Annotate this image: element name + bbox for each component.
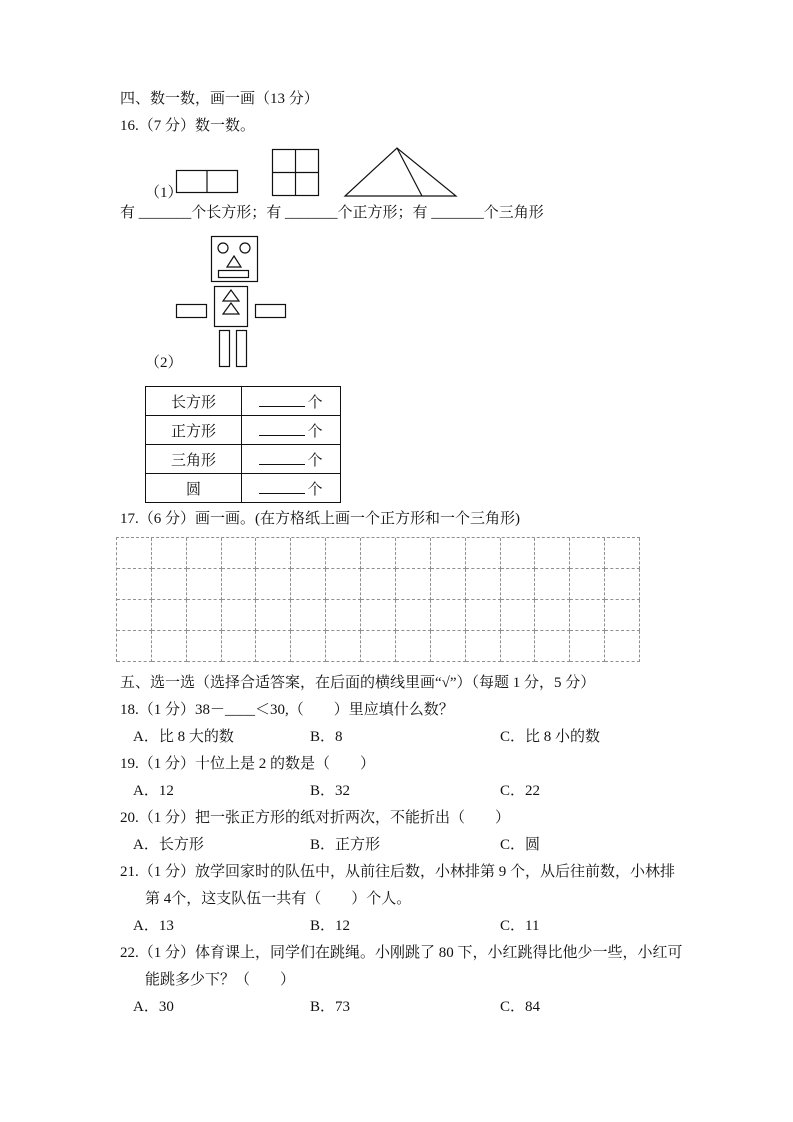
grid-cell bbox=[152, 600, 187, 631]
option-c: C．比 8 小的数 bbox=[500, 729, 601, 745]
grid-cell bbox=[605, 631, 640, 662]
answer-blank bbox=[259, 479, 305, 494]
q21-options bbox=[120, 913, 683, 940]
answer-blank bbox=[259, 450, 305, 465]
grid-cell bbox=[466, 538, 501, 569]
grid-cell bbox=[570, 569, 605, 600]
table-row bbox=[146, 445, 341, 474]
grid-cell bbox=[152, 569, 187, 600]
grid-cell bbox=[222, 631, 257, 662]
option-b: B．32 bbox=[310, 783, 351, 799]
grid-cell bbox=[396, 600, 431, 631]
grid-cell bbox=[256, 569, 291, 600]
q16-part2-label: （2） bbox=[145, 355, 183, 371]
nose-triangle bbox=[227, 256, 241, 267]
grid-cell bbox=[535, 538, 570, 569]
right-arm-rectangle bbox=[256, 305, 286, 318]
grid-cell bbox=[396, 569, 431, 600]
q20-options bbox=[120, 832, 683, 859]
body-triangle-top bbox=[223, 290, 239, 301]
grid-cell bbox=[222, 538, 257, 569]
grid-cell bbox=[431, 538, 466, 569]
grid-cell bbox=[326, 569, 361, 600]
table-row bbox=[146, 387, 341, 416]
grid-cell bbox=[361, 631, 396, 662]
q17-drawing-grid bbox=[116, 537, 640, 662]
body-triangle-bottom bbox=[223, 303, 239, 314]
grid-cell bbox=[501, 569, 536, 600]
grid-cell bbox=[187, 538, 222, 569]
robot-legs bbox=[220, 331, 247, 367]
option-a: A．长方形 bbox=[133, 837, 204, 853]
count-cell bbox=[242, 445, 341, 474]
table-row bbox=[146, 474, 341, 503]
answer-blank bbox=[259, 392, 305, 407]
grid-cell bbox=[222, 600, 257, 631]
count-cell bbox=[242, 387, 341, 416]
answer-blank bbox=[259, 421, 305, 436]
option-c: C．84 bbox=[500, 999, 541, 1015]
q20-stem: 20.（1 分）把一张正方形的纸对折两次，不能折出（ ） bbox=[120, 810, 511, 826]
option-c: C．11 bbox=[500, 918, 540, 934]
q18-options bbox=[120, 724, 683, 751]
grid-cell bbox=[605, 538, 640, 569]
option-c: C．22 bbox=[500, 783, 541, 799]
divided-triangle-figure bbox=[345, 148, 456, 196]
grid-cell bbox=[501, 538, 536, 569]
eye-circle-left bbox=[218, 243, 228, 253]
grid-cell bbox=[326, 538, 361, 569]
grid-cell bbox=[361, 538, 396, 569]
option-a: A．30 bbox=[133, 999, 174, 1015]
q16-robot-figure bbox=[120, 235, 683, 370]
option-b: B．73 bbox=[310, 999, 351, 1015]
option-b: B．12 bbox=[310, 918, 351, 934]
grid-cell bbox=[222, 569, 257, 600]
grid-cell bbox=[256, 538, 291, 569]
grid-cell bbox=[570, 538, 605, 569]
grid-cell bbox=[570, 631, 605, 662]
grid-cell bbox=[117, 631, 152, 662]
q16-count-table bbox=[145, 386, 341, 503]
grid-cell bbox=[361, 600, 396, 631]
q17-stem: 17.（6 分）画一画。(在方格纸上画一个正方形和一个三角形) bbox=[120, 511, 520, 527]
robot-head-square bbox=[212, 237, 258, 282]
shape-label: 三角形 bbox=[146, 445, 242, 474]
shape-label: 圆 bbox=[146, 474, 242, 503]
eye-circle-right bbox=[240, 243, 250, 253]
count-cell bbox=[242, 416, 341, 445]
grid-cell bbox=[152, 631, 187, 662]
shape-label: 正方形 bbox=[146, 416, 242, 445]
unit-label: 个 bbox=[307, 452, 323, 469]
grid-cell bbox=[326, 600, 361, 631]
grid-cell bbox=[291, 569, 326, 600]
left-leg-rectangle bbox=[220, 331, 230, 367]
count-cell bbox=[242, 474, 341, 503]
grid-cell bbox=[605, 569, 640, 600]
grid-cell bbox=[431, 631, 466, 662]
grid-cell bbox=[326, 631, 361, 662]
q16-stem: 16.（7 分）数一数。 bbox=[120, 118, 256, 134]
grid-cell bbox=[117, 569, 152, 600]
option-a: A．12 bbox=[133, 783, 174, 799]
table-row bbox=[146, 416, 341, 445]
grid-cell bbox=[152, 538, 187, 569]
counting-shapes-figure bbox=[175, 145, 465, 198]
option-c: C．圆 bbox=[500, 837, 541, 853]
grid-cell bbox=[535, 569, 570, 600]
grid-cell bbox=[431, 569, 466, 600]
grid-cell bbox=[466, 631, 501, 662]
option-b: B．正方形 bbox=[310, 837, 381, 853]
right-leg-rectangle bbox=[237, 331, 247, 367]
unit-label: 个 bbox=[307, 423, 323, 440]
q22-stem: 22.（1 分）体育课上，同学们在跳绳。小刚跳了 80 下，小红跳得比他少一些，小红可能跳多少下？（ ） bbox=[120, 945, 683, 988]
grid-cell bbox=[535, 600, 570, 631]
unit-label: 个 bbox=[307, 394, 323, 411]
grid-cell bbox=[535, 631, 570, 662]
grid-cell bbox=[256, 631, 291, 662]
shape-label: 长方形 bbox=[146, 387, 242, 416]
grid-cell bbox=[187, 631, 222, 662]
section4-heading: 四、数一数，画一画（13 分） bbox=[120, 91, 319, 107]
q16-fill-line: 有 _______个长方形；有 _______个正方形；有 _______个三角形 bbox=[120, 205, 544, 221]
grid-cell bbox=[291, 631, 326, 662]
grid-cell bbox=[117, 538, 152, 569]
option-a: A．13 bbox=[133, 918, 174, 934]
divided-rectangle-figure bbox=[177, 171, 238, 193]
grid-cell bbox=[187, 569, 222, 600]
mouth-rectangle bbox=[219, 271, 249, 278]
grid-cell bbox=[501, 600, 536, 631]
grid-cell bbox=[187, 600, 222, 631]
q18-stem: 18.（1 分）38－____＜30,（ ）里应填什么数？ bbox=[120, 702, 454, 718]
grid-cell bbox=[291, 538, 326, 569]
grid-cell bbox=[291, 600, 326, 631]
robot-shapes-figure bbox=[175, 235, 287, 368]
grid-cell bbox=[466, 600, 501, 631]
left-arm-rectangle bbox=[177, 305, 207, 318]
grid-cell bbox=[605, 600, 640, 631]
section5-heading: 五、选一选（选择合适答案，在后面的横线里画“√”）（每题 1 分，5 分） bbox=[120, 675, 596, 691]
grid-cell bbox=[501, 631, 536, 662]
robot-body-rectangle bbox=[215, 287, 248, 327]
grid-cell bbox=[431, 600, 466, 631]
divided-square-figure bbox=[273, 150, 319, 196]
grid-cell bbox=[256, 600, 291, 631]
robot-arms bbox=[177, 305, 286, 318]
option-b: B．8 bbox=[310, 729, 343, 745]
q22-options bbox=[120, 994, 683, 1021]
grid-cell bbox=[361, 569, 396, 600]
q16-part1-label: （1） bbox=[145, 185, 183, 201]
grid-cell bbox=[396, 631, 431, 662]
q19-stem: 19.（1 分）十位上是 2 的数是（ ） bbox=[120, 756, 376, 772]
q16-shapes-figure bbox=[120, 145, 683, 201]
q21-stem: 21.（1 分）放学回家时的队伍中，从前往后数，小林排第 9 个，从后往前数，小林排第 4个，这支队伍一共有（ ）个人。 bbox=[120, 864, 676, 907]
grid-cell bbox=[117, 600, 152, 631]
grid-cell bbox=[570, 600, 605, 631]
grid-cell bbox=[396, 538, 431, 569]
q19-options bbox=[120, 778, 683, 805]
unit-label: 个 bbox=[307, 481, 323, 498]
grid-cell bbox=[466, 569, 501, 600]
option-a: A．比 8 大的数 bbox=[133, 729, 234, 745]
